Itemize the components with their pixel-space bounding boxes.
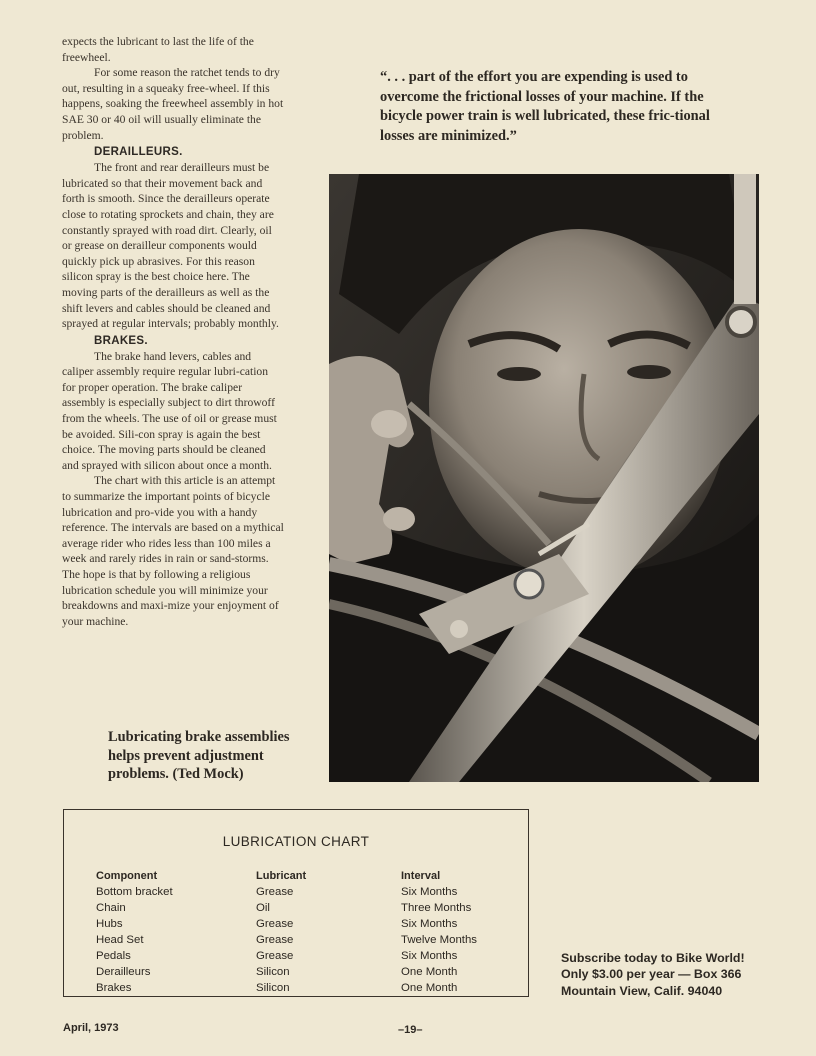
table-row: [96, 900, 511, 916]
mechanic-photo: [329, 174, 759, 782]
interval-cell: One Month: [401, 982, 458, 994]
interval-cell: Three Months: [401, 902, 472, 914]
component-cell: Head Set: [96, 934, 144, 946]
component-cell: Bottom bracket: [96, 886, 173, 898]
issue-date: April, 1973: [63, 1022, 119, 1034]
table-row: [96, 964, 511, 980]
table-row: [96, 932, 511, 948]
column-header-interval: Interval: [401, 870, 441, 882]
pull-quote: “. . . part of the effort you are expending is used to overcome the frictional losses of your machine. If the bicycle power train is well lubricated, these fric-tional losses are minimized.”: [380, 69, 710, 144]
lubrication-chart: [63, 809, 529, 997]
photo-caption: Lubricating brake assemblies helps prevent adjustment problems. (Ted Mock): [108, 729, 290, 783]
lubricant-cell: Grease: [256, 886, 294, 898]
column-header-component: Component: [96, 870, 158, 882]
page-number: –19–: [398, 1024, 423, 1036]
article-column: [62, 34, 284, 629]
component-cell: Pedals: [96, 950, 131, 962]
subscribe-notice: [561, 950, 781, 999]
article-paragraph: The chart with this article is an attempt to summarize the important points of bicycle lubrication and pro-vide you with a handy reference. The intervals are based on a mythical average rider who rides less than 100 miles a week and rarely rides in rain or sand-storms. The hope is that by following a religious lubrication schedule you will minimize your breakdowns and maxi-mize your enjoyment of your machine.: [62, 474, 284, 628]
article-paragraph: The brake hand levers, cables and caliper assembly require regular lubri-cation for proper operation. The brake caliper assembly is especially subject to dirt throwoff from the wheels. The use of oil or grease must be avoided. Sili-con spray is again the best choice. The moving parts should be cleaned and sprayed with silicon about once a month.: [62, 349, 277, 472]
article-paragraph: For some reason the ratchet tends to dry out, resulting in a squeaky free-wheel. If this happens, soaking the freewheel assembly in hot SAE 30 or 40 oil will usually eliminate the problem.: [62, 66, 284, 142]
article-paragraph: expects the lubricant to last the life of the freewheel.: [62, 35, 254, 64]
brakes-heading: BRAKES.: [94, 334, 148, 347]
table-header-row: [96, 868, 511, 884]
component-cell: Derailleurs: [96, 966, 151, 978]
interval-cell: One Month: [401, 966, 458, 978]
component-cell: Brakes: [96, 982, 132, 994]
lubricant-cell: Grease: [256, 950, 294, 962]
interval-cell: Twelve Months: [401, 934, 477, 946]
table-row: [96, 916, 511, 932]
subscribe-line: Only $3.00 per year — Box 366: [561, 967, 742, 982]
subscribe-line: Mountain View, Calif. 94040: [561, 983, 723, 998]
table-row: [96, 948, 511, 964]
table-row: [96, 884, 511, 900]
chart-title: LUBRICATION CHART: [222, 834, 370, 849]
interval-cell: Six Months: [401, 886, 458, 898]
lubricant-cell: Silicon: [256, 982, 290, 994]
derailleurs-heading: DERAILLEURS.: [94, 146, 183, 159]
interval-cell: Six Months: [401, 918, 458, 930]
lubricant-cell: Grease: [256, 934, 294, 946]
lubricant-cell: Grease: [256, 918, 294, 930]
article-paragraph: The front and rear derailleurs must be lubricated so that their movement back and forth is smooth. Since the derailleurs operate close to rotating sprockets and chain, they are constantly sprayed with road dirt. Clearly, oil or grease on derailleur components would quickly pick up abrasives. For this reason silicon spray is the best choice here. The moving parts of the derailleurs as well as the shift levers and cables should be cleaned and sprayed at regular intervals; probably monthly.: [62, 161, 279, 331]
column-header-lubricant: Lubricant: [256, 870, 307, 882]
component-cell: Chain: [96, 902, 126, 914]
subscribe-line: Subscribe today to Bike World!: [561, 951, 745, 965]
lubricant-cell: Oil: [256, 902, 270, 914]
chart-table: [96, 868, 511, 996]
table-row: [96, 980, 511, 996]
interval-cell: Six Months: [401, 950, 458, 962]
component-cell: Hubs: [96, 918, 123, 930]
lubricant-cell: Silicon: [256, 966, 290, 978]
